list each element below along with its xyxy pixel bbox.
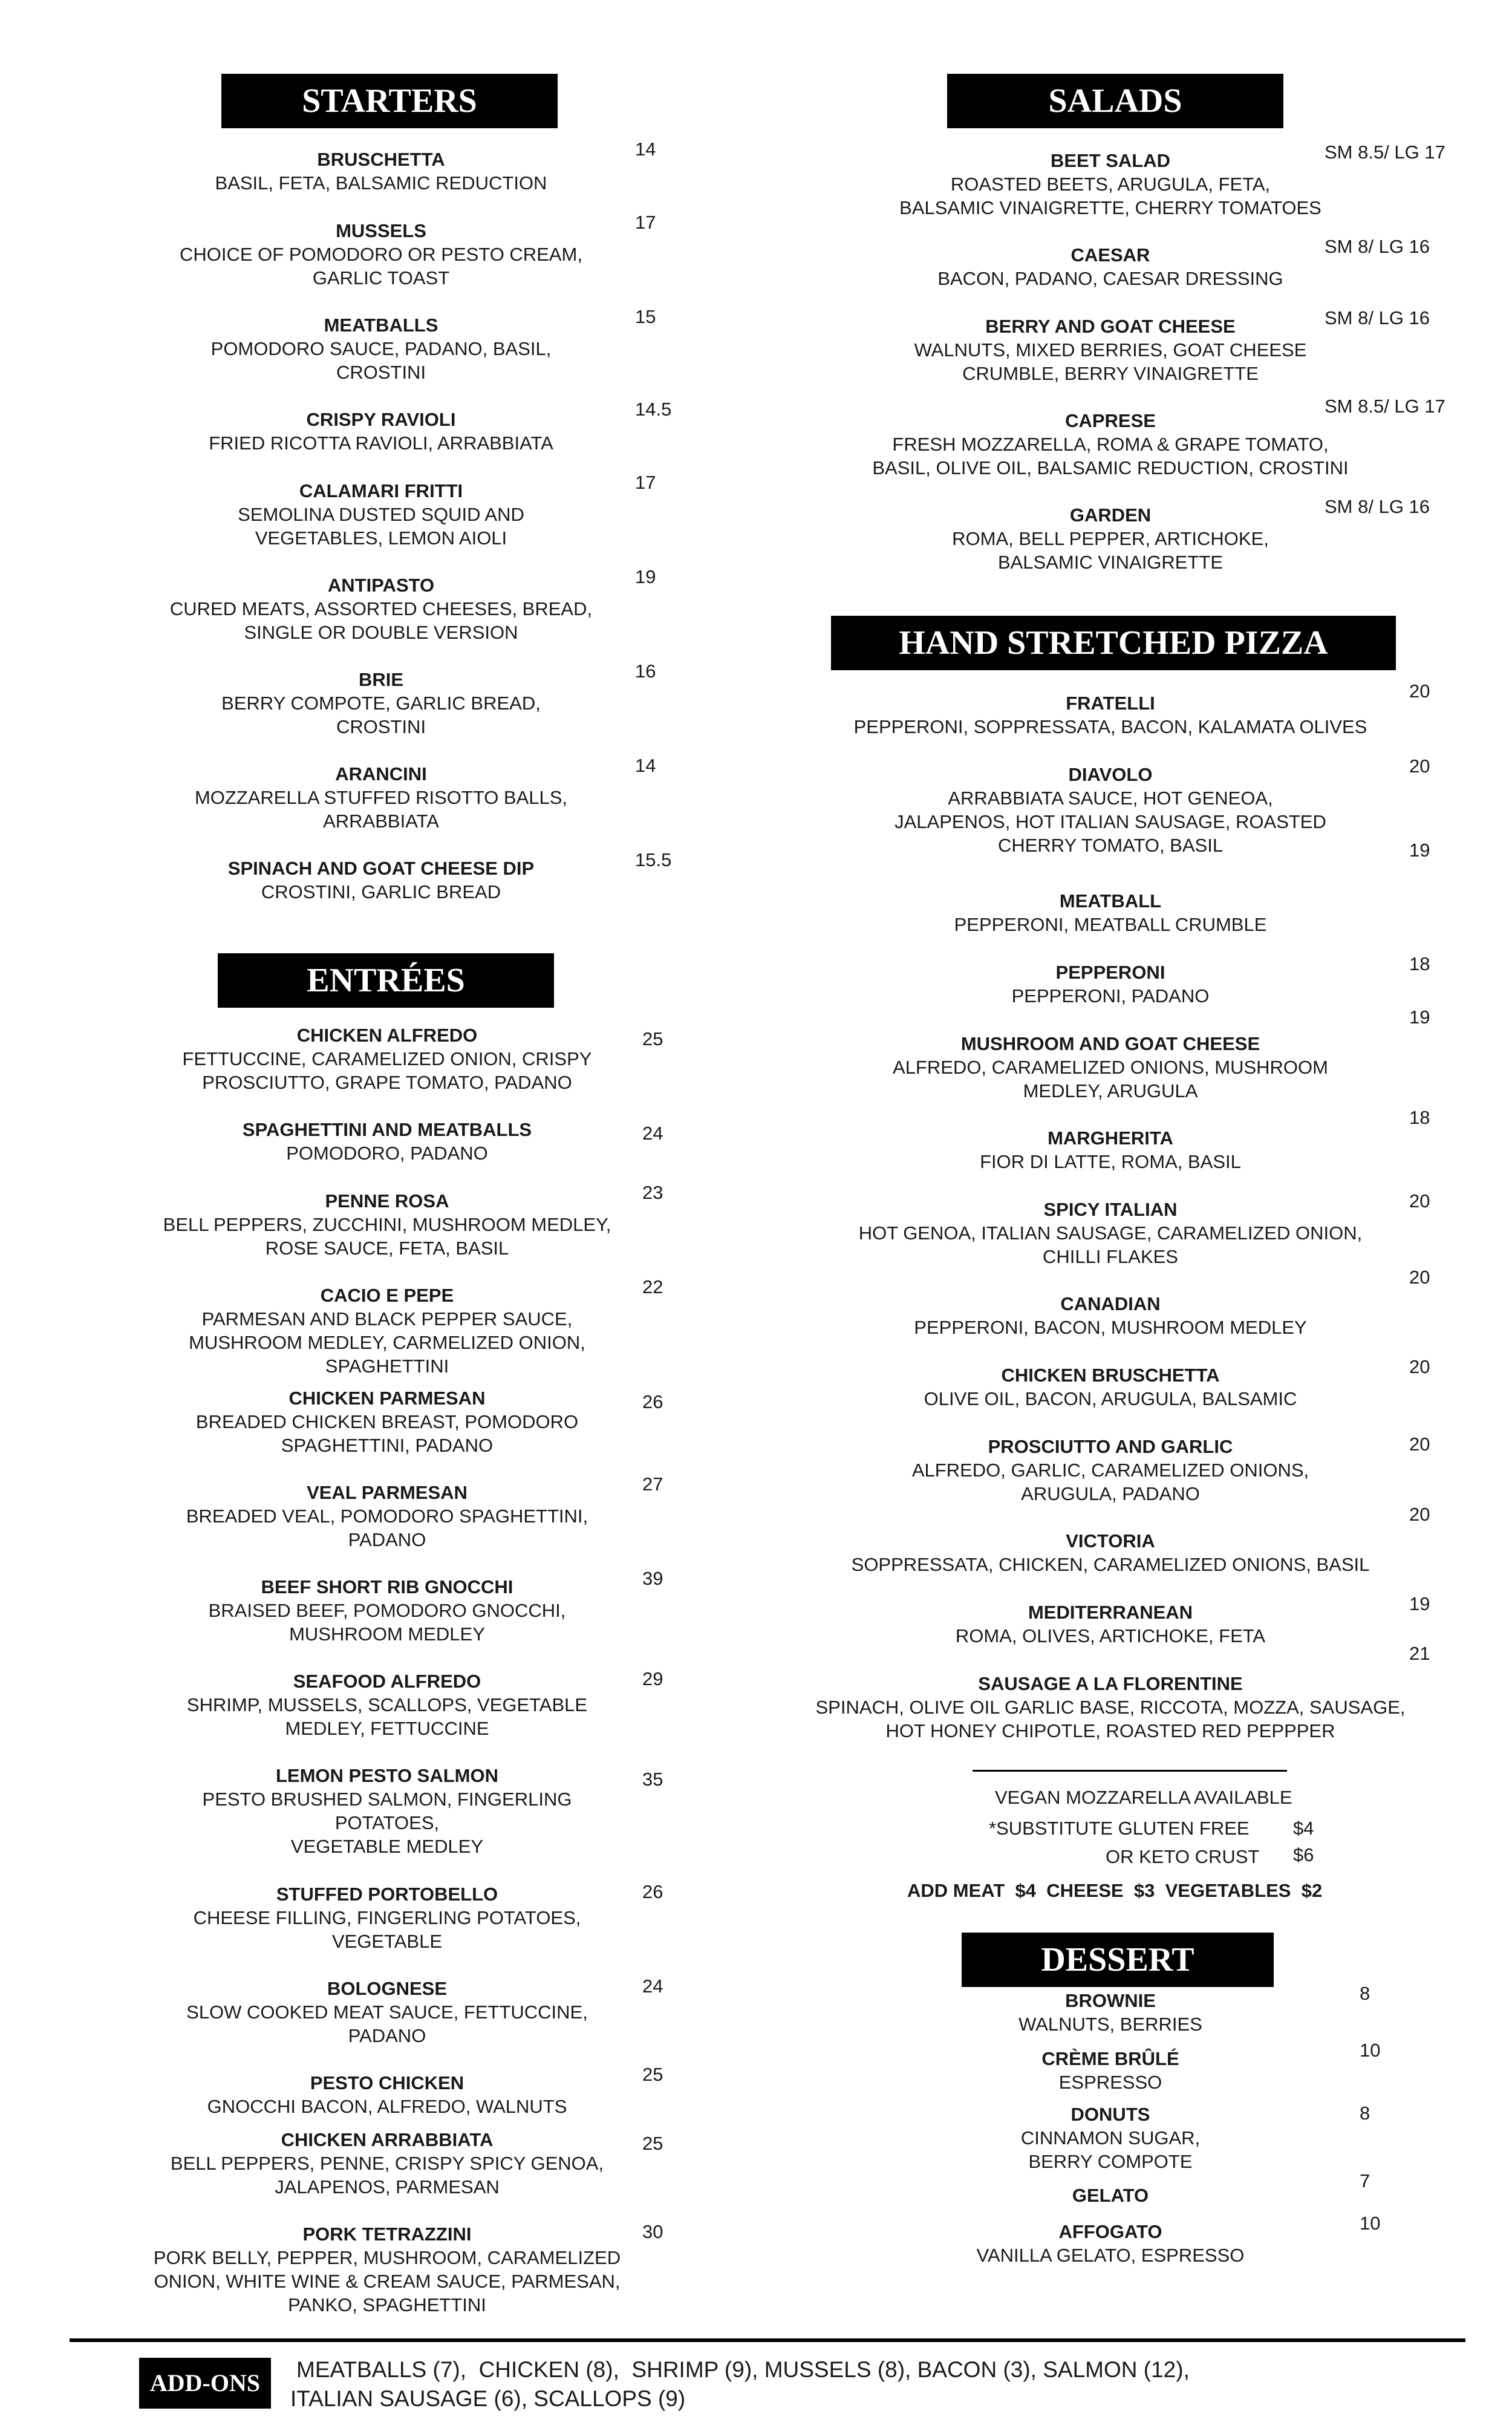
menu-item (796, 1672, 1425, 1743)
menu-item (139, 1669, 635, 1740)
menu-item-description: MUSHROOM MEDLEY (289, 1623, 485, 1645)
menu-item-price: 18 (1409, 953, 1430, 974)
menu-item-name: ARANCINI (335, 763, 427, 785)
menu-item-description: BERRY COMPOTE, GARLIC BREAD, (221, 693, 541, 714)
menu-item-price: 20 (1409, 1190, 1430, 1212)
menu-item-description: CHILLI FLAKES (1043, 1246, 1178, 1267)
menu-item-name: BRUSCHETTA (317, 149, 445, 170)
menu-item (796, 1529, 1425, 1576)
menu-item-name: MEATBALL (1059, 890, 1162, 912)
menu-item-name: PESTO CHICKEN (310, 2072, 464, 2093)
menu-item-price: 20 (1409, 1267, 1430, 1288)
menu-item-description: CRUMBLE, BERRY VINAIGRETTE (962, 363, 1259, 384)
menu-item-description: PROSCIUTTO, GRAPE TOMATO, PADANO (202, 1072, 572, 1093)
menu-item-description: JALAPENOS, HOT ITALIAN SAUSAGE, ROASTED (894, 811, 1326, 832)
menu-item-description: SLOW COOKED MEAT SAUCE, FETTUCCINE, (186, 2002, 588, 2023)
menu-item-price: SM 8/ LG 16 (1325, 307, 1430, 328)
menu-item (133, 573, 629, 644)
menu-item-description: CURED MEATS, ASSORTED CHEESES, BREAD, (169, 598, 593, 619)
addons-divider (70, 2338, 1465, 2342)
menu-item-name: DIAVOLO (1068, 764, 1153, 785)
menu-item-price: 20 (1409, 1504, 1430, 1525)
menu-item-price: 19 (1409, 1593, 1430, 1614)
menu-item-name: SPAGHETTINI AND MEATBALLS (242, 1119, 532, 1140)
menu-item (133, 479, 629, 550)
gluten-free-price: $4 (1293, 1818, 1314, 1839)
menu-item-description: GNOCCHI BACON, ALFREDO, WALNUTS (207, 2096, 567, 2117)
menu-item-name: LEMON PESTO SALMON (275, 1765, 498, 1786)
menu-item-description: ROASTED BEETS, ARUGULA, FETA, (950, 174, 1271, 195)
vegan-note: VEGAN MOZZARELLA AVAILABLE (995, 1787, 1292, 1808)
menu-item-description: PARMESAN AND BLACK PEPPER SAUCE, (201, 1308, 573, 1330)
menu-item-name: PORK TETRAZZINI (302, 2224, 472, 2245)
menu-item-price: 10 (1360, 2213, 1381, 2234)
menu-item-description: SHRIMP, MUSSELS, SCALLOPS, VEGETABLE (186, 1694, 588, 1715)
addons-line-2: ITALIAN SAUSAGE (6), SCALLOPS (9) (290, 2386, 686, 2411)
gluten-free-note: *SUBSTITUTE GLUTEN FREE (989, 1818, 1250, 1839)
menu-item-description: BASIL, OLIVE OIL, BALSAMIC REDUCTION, CROSTINI (872, 457, 1349, 478)
menu-item (133, 668, 629, 739)
menu-item-name: BEEF SHORT RIB GNOCCHI (261, 1576, 513, 1597)
menu-item-name: SPICY ITALIAN (1043, 1199, 1178, 1220)
salads-header: SALADS (947, 74, 1283, 128)
menu-item-price: 20 (1409, 1356, 1430, 1377)
menu-item-description: CROSTINI (336, 716, 426, 737)
menu-item-price: SM 8/ LG 16 (1325, 236, 1430, 257)
menu-item-price: 26 (642, 1881, 663, 1902)
menu-item-description: VEGETABLE MEDLEY (290, 1836, 484, 1857)
menu-item-description: GARLIC TOAST (312, 267, 450, 289)
menu-item-name: MARGHERITA (1048, 1127, 1173, 1149)
menu-item (139, 1481, 635, 1551)
menu-item-description: MEDLEY, ARUGULA (1023, 1080, 1198, 1101)
menu-item (139, 2071, 635, 2118)
menu-item-description: POMODORO SAUCE, PADANO, BASIL, (210, 338, 552, 359)
menu-item-description: HOT GENOA, ITALIAN SAUSAGE, CARAMELIZED ONION, (858, 1222, 1363, 1244)
menu-item-name: CHICKEN PARMESAN (288, 1388, 486, 1409)
menu-item-price: SM 8/ LG 16 (1325, 496, 1430, 517)
menu-item-description: BELL PEPPERS, ZUCCHINI, MUSHROOM MEDLEY, (163, 1214, 611, 1235)
menu-item (838, 409, 1383, 480)
menu-item-name: DONUTS (1070, 2104, 1150, 2125)
menu-item (139, 1882, 635, 1953)
menu-item (133, 856, 629, 904)
menu-item-price: 25 (642, 1028, 663, 1049)
menu-item (133, 313, 629, 384)
menu-item-name: MUSSELS (336, 220, 426, 241)
menu-item (796, 1435, 1425, 1506)
menu-item-description: POMODORO, PADANO (286, 1143, 488, 1164)
menu-item-price: 24 (642, 1976, 663, 1997)
menu-item-name: CHICKEN ARRABBIATA (281, 2129, 494, 2150)
menu-item-price: 29 (642, 1668, 663, 1689)
menu-item-description: FETTUCCINE, CARAMELIZED ONION, CRISPY (182, 1048, 592, 1069)
menu-item-name: CANADIAN (1060, 1293, 1161, 1314)
keto-price: $6 (1293, 1844, 1314, 1865)
menu-item-name: GELATO (1072, 2185, 1149, 2206)
menu-item-name: CRISPY RAVIOLI (306, 409, 456, 430)
menu-item (139, 1386, 635, 1457)
menu-item-description: PEPPERONI, BACON, MUSHROOM MEDLEY (914, 1317, 1307, 1338)
menu-item-description: BELL PEPPERS, PENNE, CRISPY SPICY GENOA, (170, 2153, 604, 2174)
menu-item-price: 22 (642, 1276, 663, 1297)
menu-item (796, 1032, 1425, 1103)
menu-item-price: 26 (642, 1391, 663, 1412)
menu-item-description: BRAISED BEEF, POMODORO GNOCCHI, (208, 1600, 566, 1621)
menu-item-description: FIOR DI LATTE, ROMA, BASIL (980, 1151, 1241, 1172)
menu-item-description: SPAGHETTINI, PADANO (281, 1435, 494, 1456)
menu-item-price: 8 (1360, 1983, 1370, 2004)
menu-item-name: ANTIPASTO (327, 575, 435, 596)
menu-item-description: WALNUTS, BERRIES (1018, 2014, 1202, 2035)
menu-item-name: SEAFOOD ALFREDO (293, 1671, 481, 1692)
menu-item (796, 763, 1425, 857)
menu-item-description: ROSE SAUCE, FETA, BASIL (265, 1238, 509, 1259)
menu-item-name: SPINACH AND GOAT CHEESE DIP (227, 858, 535, 879)
menu-item-price: 23 (642, 1182, 663, 1203)
menu-item-description: BREADED CHICKEN BREAST, POMODORO (195, 1411, 579, 1432)
menu-item-description: ALFREDO, GARLIC, CARAMELIZED ONIONS, (911, 1460, 1309, 1481)
menu-item (139, 1023, 635, 1094)
menu-item-name: BRIE (358, 669, 404, 690)
menu-item-description: VANILLA GELATO, ESPRESSO (976, 2245, 1245, 2266)
entrees-header: ENTRÉES (218, 953, 554, 1008)
menu-item-description: SEMOLINA DUSTED SQUID AND (238, 504, 524, 525)
addons-line-1: MEATBALLS (7), CHICKEN (8), SHRIMP (9), MUSSELS (8), BACON (3), SALMON (12), (296, 2357, 1190, 2382)
menu-item-description: BALSAMIC VINAIGRETTE, CHERRY TOMATOES (899, 197, 1321, 218)
menu-item-description: SPAGHETTINI (325, 1356, 449, 1377)
menu-item (838, 315, 1383, 385)
menu-item-description: BREADED VEAL, POMODORO SPAGHETTINI, (186, 1506, 588, 1527)
menu-item-description: CROSTINI, GARLIC BREAD (261, 881, 501, 902)
menu-item-description: ARRABBIATA SAUCE, HOT GENEOA, (948, 788, 1273, 809)
dessert-header: DESSERT (962, 1933, 1274, 1987)
menu-item-description: FRESH MOZZARELLA, ROMA & GRAPE TOMATO, (892, 434, 1329, 455)
menu-item-name: MUSHROOM AND GOAT CHEESE (960, 1033, 1260, 1054)
menu-item-description: CINNAMON SUGAR, (1020, 2127, 1201, 2149)
menu-item (796, 1198, 1425, 1268)
menu-item-price: 18 (1409, 1107, 1430, 1128)
menu-item-description: PEPPERONI, MEATBALL CRUMBLE (954, 914, 1267, 935)
menu-item-name: CRÈME BRÛLÉ (1041, 2048, 1179, 2069)
menu-item-name: CALAMARI FRITTI (299, 480, 463, 501)
menu-item-price: 19 (635, 566, 656, 587)
menu-item-price: 20 (1409, 755, 1430, 777)
menu-item (796, 1292, 1425, 1339)
menu-item-price: 16 (635, 661, 656, 682)
menu-item-description: BERRY COMPOTE (1028, 2151, 1193, 2172)
menu-item-name: PENNE ROSA (325, 1190, 449, 1212)
menu-item (929, 2184, 1292, 2207)
menu-item-description: PANKO, SPAGHETTINI (288, 2294, 486, 2315)
menu-item (796, 1600, 1425, 1648)
menu-item-description: POTATOES, (334, 1812, 440, 1833)
pizza-notes-divider (973, 1770, 1287, 1772)
menu-item-name: BEET SALAD (1050, 150, 1171, 171)
menu-item-name: BOLOGNESE (327, 1978, 448, 1999)
menu-item-name: VEAL PARMESAN (307, 1482, 468, 1503)
menu-item-price: 14 (635, 139, 656, 160)
menu-item (133, 148, 629, 195)
menu-item (796, 889, 1425, 936)
menu-item-description: PADANO (348, 1529, 426, 1550)
menu-item (838, 149, 1383, 220)
menu-item-price: SM 8.5/ LG 17 (1325, 396, 1445, 417)
menu-item-price: 30 (642, 2221, 663, 2242)
menu-item (133, 408, 629, 455)
menu-item-description: BACON, PADANO, CAESAR DRESSING (937, 268, 1283, 289)
menu-item-name: CHICKEN ALFREDO (296, 1025, 478, 1046)
menu-item-description: SPINACH, OLIVE OIL GARLIC BASE, RICCOTA, MOZZA, SAUSAGE, (815, 1697, 1406, 1718)
menu-item-name: GARDEN (1069, 504, 1152, 526)
menu-item-description: WALNUTS, MIXED BERRIES, GOAT CHEESE (914, 339, 1307, 361)
menu-item-price: 24 (642, 1123, 663, 1144)
menu-item-description: CHEESE FILLING, FINGERLING POTATOES, (193, 1907, 581, 1928)
menu-item (139, 2128, 635, 2199)
menu-item-description: BALSAMIC VINAIGRETTE (997, 552, 1224, 573)
menu-item-price: 19 (1409, 840, 1430, 861)
menu-item (796, 1363, 1425, 1411)
menu-item-description: ALFREDO, CARAMELIZED ONIONS, MUSHROOM (893, 1057, 1328, 1078)
menu-item-name: MEDITERRANEAN (1028, 1602, 1193, 1623)
pizza-extras-note: ADD MEAT $4 CHEESE $3 VEGETABLES $2 (907, 1880, 1323, 1901)
menu-item-description: ROMA, BELL PEPPER, ARTICHOKE, (952, 528, 1269, 549)
menu-item-name: STUFFED PORTOBELLO (276, 1884, 498, 1905)
menu-item-price: 14.5 (635, 399, 672, 420)
menu-item-description: PORK BELLY, PEPPER, MUSHROOM, CARAMELIZED (153, 2247, 621, 2268)
menu-item-name: PEPPERONI (1055, 962, 1165, 983)
menu-item-description: ONION, WHITE WINE & CREAM SAUCE, PARMESAN, (154, 2271, 621, 2292)
menu-item-description: FRIED RICOTTA RAVIOLI, ARRABBIATA (209, 432, 553, 454)
menu-item-price: 27 (642, 1473, 663, 1495)
menu-item (929, 2220, 1292, 2267)
menu-item (796, 961, 1425, 1008)
menu-item-price: 20 (1409, 1434, 1430, 1455)
menu-item-description: SOPPRESSATA, CHICKEN, CARAMELIZED ONIONS, BASIL (851, 1554, 1370, 1575)
menu-item (929, 2047, 1292, 2094)
menu-item-name: BROWNIE (1065, 1990, 1156, 2011)
menu-item-description: VEGETABLES, LEMON AIOLI (255, 527, 507, 549)
menu-item-description: CHOICE OF POMODORO OR PESTO CREAM, (180, 244, 582, 265)
menu-item-description: ESPRESSO (1058, 2072, 1162, 2093)
menu-item-description: CHERRY TOMATO, BASIL (997, 835, 1224, 856)
menu-item-name: BERRY AND GOAT CHEESE (985, 316, 1236, 337)
menu-item-price: 35 (642, 1769, 663, 1790)
menu-item (139, 1977, 635, 2047)
menu-item-price: 17 (635, 212, 656, 233)
menu-item-description: VEGETABLE (331, 1931, 443, 1952)
menu-item-price: 17 (635, 472, 656, 493)
menu-item-description: CROSTINI (336, 362, 426, 383)
menu-item-price: 21 (1409, 1643, 1430, 1664)
menu-item-description: PEPPERONI, SOPPRESSATA, BACON, KALAMATA OLIVES (853, 716, 1367, 737)
menu-item-name: FRATELLI (1066, 693, 1155, 714)
menu-item-name: CHICKEN BRUSCHETTA (1001, 1365, 1220, 1386)
menu-item-description: MEDLEY, FETTUCCINE (285, 1718, 489, 1739)
menu-item-name: VICTORIA (1066, 1530, 1155, 1551)
menu-item-price: 19 (1409, 1007, 1430, 1028)
menu-item (139, 1575, 635, 1646)
menu-item-description: ROMA, OLIVES, ARTICHOKE, FETA (955, 1625, 1266, 1646)
menu-item-name: SAUSAGE A LA FLORENTINE (978, 1673, 1243, 1694)
menu-item (929, 2103, 1292, 2173)
menu-item (796, 691, 1425, 739)
menu-item-name: CAESAR (1070, 244, 1150, 266)
menu-item-name: CAPRESE (1065, 410, 1156, 431)
menu-item-description: SINGLE OR DOUBLE VERSION (244, 622, 518, 643)
menu-item-description: ARUGULA, PADANO (1021, 1483, 1200, 1504)
menu-item-price: 15 (635, 306, 656, 327)
menu-item-description: ARRABBIATA (323, 811, 439, 832)
menu-item-price: 10 (1360, 2040, 1381, 2061)
menu-item-description: MUSHROOM MEDLEY, CARMELIZED ONION, (189, 1332, 585, 1353)
menu-item-description: PEPPERONI, PADANO (1011, 985, 1210, 1007)
menu-item (133, 762, 629, 833)
menu-item (139, 1118, 635, 1165)
pizza-header: HAND STRETCHED PIZZA (831, 616, 1396, 670)
starters-header: STARTERS (221, 74, 558, 128)
menu-item (796, 1126, 1425, 1173)
menu-item-price: 20 (1409, 680, 1430, 702)
menu-item-price: 25 (642, 2064, 663, 2085)
menu-item-description: MOZZARELLA STUFFED RISOTTO BALLS, (194, 787, 568, 808)
menu-item (838, 243, 1383, 290)
menu-item-name: PROSCIUTTO AND GARLIC (988, 1436, 1233, 1457)
menu-item-description: HOT HONEY CHIPOTLE, ROASTED RED PEPPPER (885, 1720, 1335, 1741)
menu-item-price: 14 (635, 755, 656, 776)
menu-item-name: MEATBALLS (324, 315, 438, 336)
menu-item-price: 15.5 (635, 849, 672, 870)
addons-label: ADD-ONS (139, 2358, 271, 2409)
menu-item-name: CACIO E PEPE (320, 1285, 454, 1306)
menu-item-price: 25 (642, 2133, 663, 2154)
menu-item-description: JALAPENOS, PARMESAN (275, 2176, 500, 2197)
menu-item (139, 2222, 635, 2317)
menu-item-description: PESTO BRUSHED SALMON, FINGERLING (202, 1789, 572, 1810)
menu-item-price: 7 (1360, 2170, 1370, 2191)
menu-item (139, 1189, 635, 1260)
keto-note: OR KETO CRUST (1106, 1846, 1260, 1867)
menu-item (838, 503, 1383, 574)
menu-item-price: 8 (1360, 2103, 1370, 2124)
menu-item-description: OLIVE OIL, BACON, ARUGULA, BALSAMIC (924, 1388, 1297, 1409)
menu-item (929, 1989, 1292, 2036)
menu-item-name: AFFOGATO (1058, 2221, 1162, 2242)
menu-item-description: BASIL, FETA, BALSAMIC REDUCTION (215, 172, 547, 194)
menu-item-description: PADANO (348, 2025, 426, 2046)
menu-item-price: SM 8.5/ LG 17 (1325, 142, 1445, 163)
menu-item (133, 219, 629, 290)
menu-item (139, 1764, 635, 1858)
menu-item-price: 39 (642, 1568, 663, 1589)
menu-item (139, 1284, 635, 1378)
